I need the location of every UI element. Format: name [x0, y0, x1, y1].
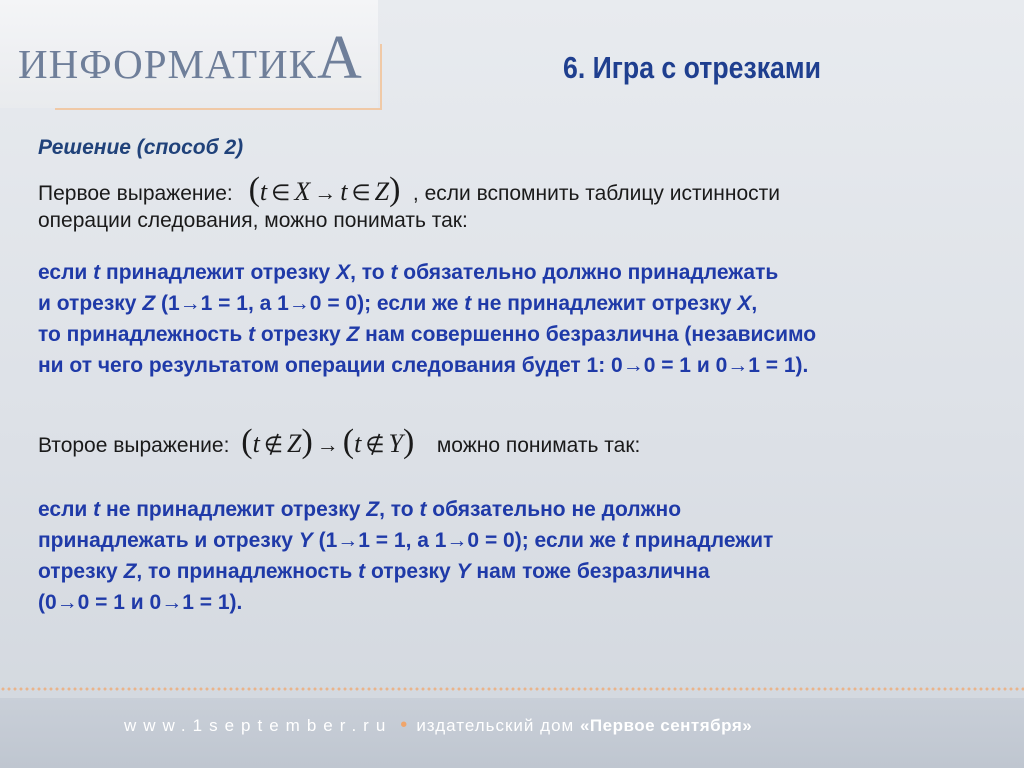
block-1-line-2: и отрезку Z (1→1 = 1, а 1→0 = 0); если же t не принадлежит отрезку X,: [38, 292, 758, 315]
logo: [18, 24, 363, 92]
block-2-line-1: если t не принадлежит отрезку Z, то t обязательно не должно: [38, 498, 682, 521]
block-2-line-2: принадлежать и отрезку Y (1→1 = 1, а 1→0 = 0); если же t принадлежит: [38, 529, 774, 552]
expression-1-formula: (t ∈ X → t ∈ Z): [248, 171, 401, 208]
footer-dotted-divider: [0, 686, 1024, 692]
expression-1-tail: , если вспомнить таблицу истинности: [412, 182, 781, 205]
logo-vertical-rule: [380, 44, 382, 108]
block-2-line-4: (0→0 = 1 и 0→1 = 1).: [38, 591, 243, 614]
footer-brand: «Первое сентября»: [579, 716, 753, 735]
expression-2-tail: можно понимать так:: [436, 434, 641, 457]
expression-2-line: [38, 423, 641, 460]
block-2-line-3: отрезку Z, то принадлежность t отрезку Y нам тоже безразлична: [38, 560, 710, 583]
block-1-line-3: то принадлежность t отрезку Z нам совершенно безразлична (независимо: [38, 323, 817, 346]
solution-subtitle: Решение (способ 2): [38, 136, 244, 159]
expression-2-label: Второе выражение:: [38, 434, 230, 457]
expression-2-formula: (t ∉ Z) → (t ∉ Y): [241, 423, 415, 460]
block-1-line-4: ни от чего результатом операции следования будет 1: 0→0 = 1 и 0→1 = 1).: [38, 354, 809, 377]
footer-site-link[interactable]: www.1september.ru: [124, 716, 393, 735]
expression-1-line-2: операции следования, можно понимать так:: [38, 209, 468, 232]
block-1-line-1: если t принадлежит отрезку X, то t обязательно должно принадлежать: [38, 261, 779, 284]
footer-publisher: издательский дом: [416, 716, 575, 735]
logo-last-letter: А: [316, 24, 363, 92]
logo-panel: [0, 0, 378, 108]
expression-1-line: [38, 171, 781, 208]
logo-main-text: ИНФОРМАТИК: [18, 41, 317, 87]
footer: [124, 714, 752, 737]
expression-1-label: Первое выражение:: [38, 182, 233, 205]
logo-horizontal-rule: [55, 108, 382, 110]
slide-title: 6. Игра с отрезками: [563, 50, 821, 85]
footer-separator: •: [400, 714, 409, 736]
